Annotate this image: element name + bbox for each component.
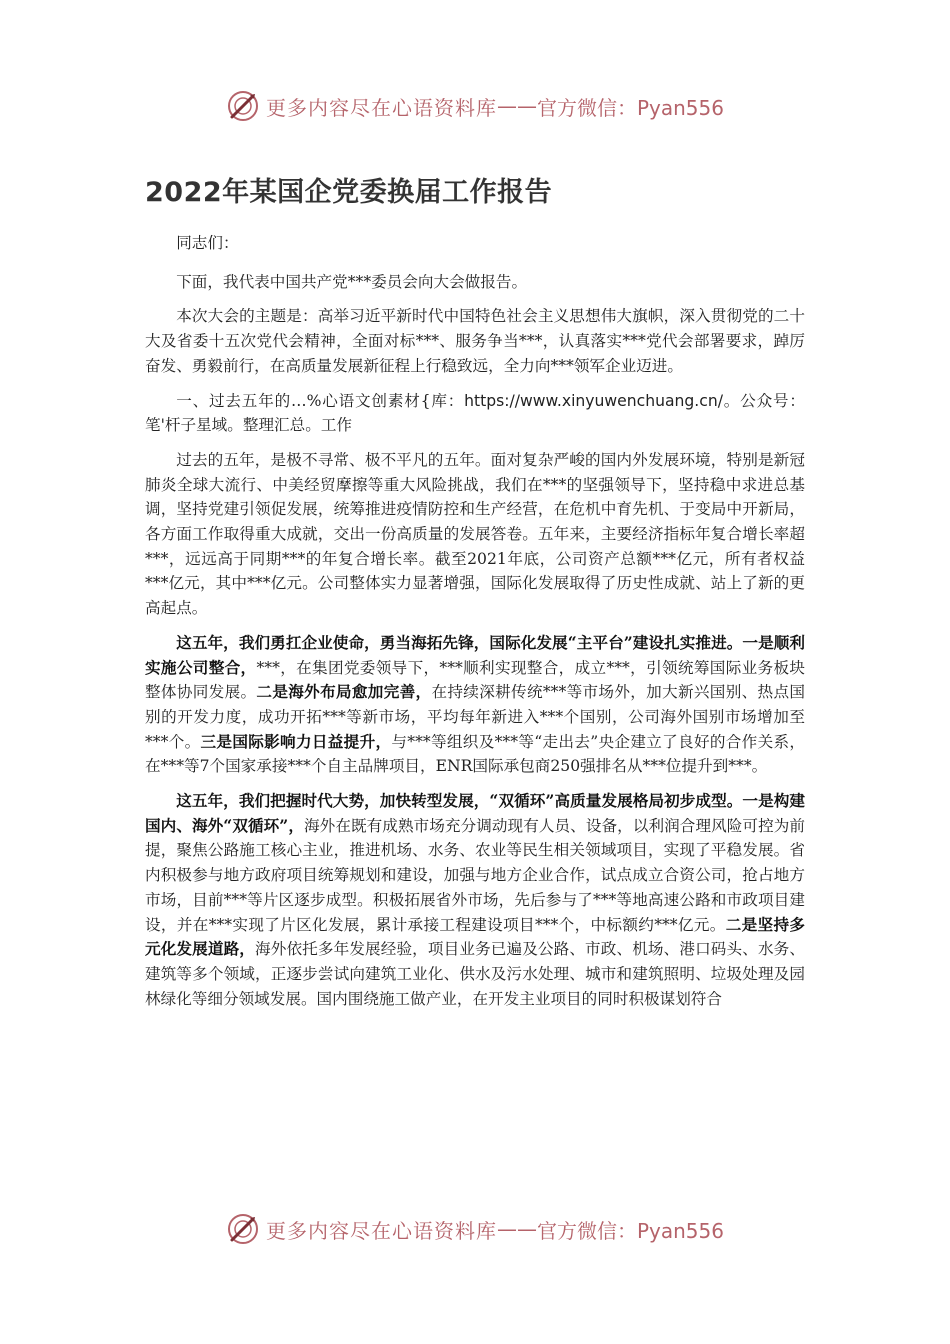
footer-banner — [0, 1209, 950, 1249]
paragraph-international — [145, 631, 805, 779]
banner-separator: —— — [496, 94, 537, 118]
header-banner — [0, 86, 950, 126]
document-body — [145, 170, 805, 1021]
section-heading-1 — [145, 389, 805, 438]
paragraph-dual-circulation — [145, 789, 805, 1011]
brand-logo-icon — [226, 1212, 260, 1246]
banner-wechat: 官方微信：Pyan556 — [536, 95, 724, 120]
section-heading-url: https://www.xinyuwenchuang.cn/ — [464, 391, 723, 410]
bold-text: 三是国际影响力日益提升， — [200, 731, 392, 751]
banner-text: 更多内容尽在心语资料库 — [265, 95, 497, 120]
bold-text: 这五年，我们把握时代大势，加快转型发展，“双循环”高质量发展格局初步成型。一是构建国内、海外“双循环”， — [145, 791, 805, 835]
bold-text: 二是海外布局愈加完善， — [256, 682, 432, 702]
body-text: 海外依托多年发展经验，项目业务已遍及公路、市政、机场、港口码头、水务、建筑等多个领域，正逐步尝试向建筑工业化、供水及污水处理、城市和建筑照明、垃圾处理及园林绿化等细分领域发展。国内围绕施工做产业，在开发主业项目的同时积极谋划符合 — [145, 940, 805, 1008]
banner-separator: —— — [496, 1217, 537, 1241]
paragraph-intro: 下面，我代表中国共产党***委员会向大会做报告。 — [176, 272, 528, 291]
document-title: 2022年某国企党委换届工作报告 — [145, 177, 553, 208]
greeting: 同志们： — [176, 234, 239, 252]
bold-text: 二是坚持多元化发展道路， — [145, 914, 805, 959]
section-heading-tail: 。公众号：笔'杆子星域。整理汇总。工作 — [145, 391, 805, 435]
banner-text: 更多内容尽在心语资料库 — [265, 1218, 497, 1243]
banner-wechat: 官方微信：Pyan556 — [536, 1218, 724, 1243]
bold-text: 这五年，我们勇扛企业使命，勇当海拓先锋，国际化发展“主平台”建设扎实推进。一是顺利实施公司整合， — [145, 632, 805, 677]
body-text: ***，在集团党委领导下，***顺利实现整合，成立***，引领统筹国际业务板块整体协同发展。 — [145, 658, 805, 702]
brand-logo-icon — [226, 89, 260, 123]
section-heading-text: 一、过去五年的…%心语文创素材{库： — [176, 391, 465, 410]
paragraph-five-years: 过去的五年，是极不寻常、极不平凡的五年。面对复杂严峻的国内外发展环境，特别是新冠肺炎全球大流行、中美经贸摩擦等重大风险挑战，我们在***的坚强领导下，坚持稳中求进总基调，坚持党建引领促发展，统筹推进疫情防控和生产经营，在危机中育先机、于变局中开新局，各方面工作取得重大成就，交出一份高质量的发展答卷。五年来，主要经济指标年复合增长率超***，远远高于同期***的年复合增长率。截至2021年底，公司资产总额***亿元，所有者权益***亿元，其中***亿元。公司整体实力显著增强，国际化发展取得了历史性成就、站上了新的更高起点。 — [145, 450, 805, 618]
body-text: 在持续深耕传统***等市场外，加大新兴国别、热点国别的开发力度，成功开拓***等新市场，平均每年新进入***个国别，公司海外国别市场增加至***个。 — [145, 683, 805, 751]
body-text: 与***等组织及***等“走出去”央企建立了良好的合作关系，在***等7个国家承接***个自主品牌项目，ENR国际承包商250强排名从***位提升到***。 — [145, 732, 805, 776]
paragraph-theme: 本次大会的主题是：高举习近平新时代中国特色社会主义思想伟大旗帜，深入贯彻党的二十大及省委十五次党代会精神，全面对标***、服务争当***，认真落实***党代会部署要求，踔厉奋发、勇毅前行，在高质量发展新征程上行稳致远，全力向***领军企业迈进。 — [145, 307, 805, 375]
body-text: 海外在既有成熟市场充分调动现有人员、设备，以利润合理风险可控为前提，聚焦公路施工核心主业，推进机场、水务、农业等民生相关领域项目，实现了平稳发展。省内积极参与地方政府项目统筹规划和建设，加强与地方企业合作，试点成立合资公司，抢占地方市场，目前***等片区逐步成型。积极拓展省外市场，先后参与了***等地高速公路和市政项目建设，并在***实现了片区化发展，累计承接工程建设项目***个，中标额约***亿元。 — [145, 816, 805, 934]
